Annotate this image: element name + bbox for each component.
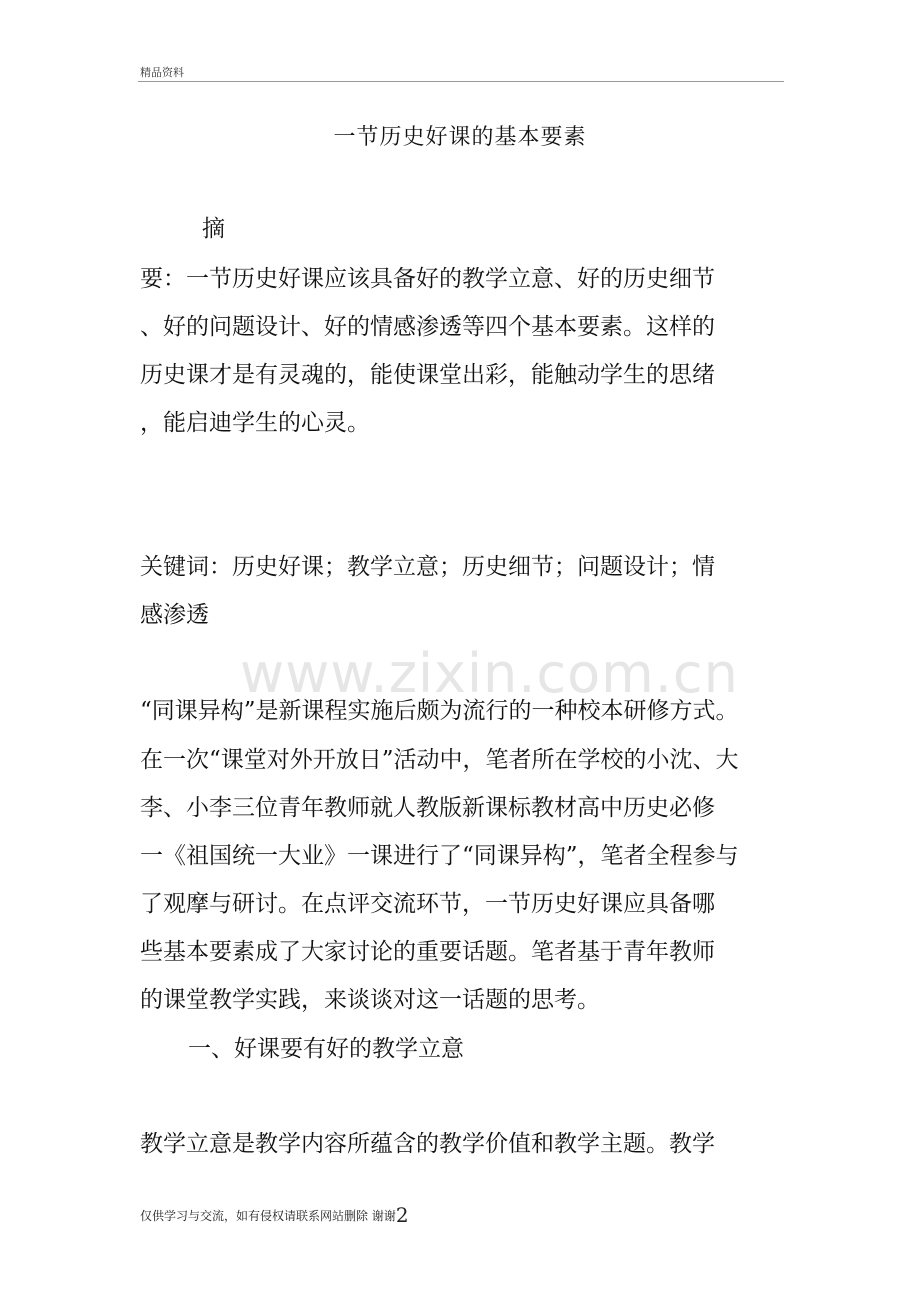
keywords-line: 关键词：历史好课；教学立意；历史细节；问题设计；情 <box>140 554 715 580</box>
header-label: 精品资料 <box>140 66 184 79</box>
keywords-line: 感渗透 <box>140 602 209 628</box>
intro-line: 一《祖国统一大业》一课进行了“同课异构”，笔者全程参与 <box>140 843 739 869</box>
header-rule <box>138 81 784 82</box>
intro-line: 了观摩与研讨。在点评交流环节，一节历史好课应具备哪 <box>140 891 715 917</box>
watermark: www.zixin.com.cn <box>240 642 739 705</box>
intro-line: 在一次“课堂对外开放日”活动中，笔者所在学校的小沈、大 <box>140 747 739 773</box>
abstract-line: 要：一节历史好课应该具备好的教学立意、好的历史细节 <box>140 266 715 292</box>
footer-text: 仅供学习与交流，如有侵权请联系网站删除 谢谢 <box>140 1209 396 1223</box>
section-heading: 一、好课要有好的教学立意 <box>188 1036 464 1062</box>
page-number: 2 <box>395 1203 409 1227</box>
intro-line: 的课堂教学实践，来谈谈对这一话题的思考。 <box>140 987 600 1013</box>
document-title: 一节历史好课的基本要素 <box>333 125 587 150</box>
abstract-line: 历史课才是有灵魂的，能使课堂出彩，能触动学生的思绪 <box>140 362 715 388</box>
footer <box>140 1203 409 1227</box>
intro-line: 些基本要素成了大家讨论的重要话题。笔者基于青年教师 <box>140 939 715 965</box>
abstract-label: 摘 <box>202 216 225 242</box>
intro-line: 李、小李三位青年教师就人教版新课标教材高中历史必修 <box>140 795 715 821</box>
section-body-line: 教学立意是教学内容所蕴含的教学价值和教学主题。教学 <box>140 1131 715 1157</box>
abstract-line: 、好的问题设计、好的情感渗透等四个基本要素。这样的 <box>140 314 715 340</box>
abstract-line: ，能启迪学生的心灵。 <box>140 410 370 436</box>
intro-line: “同课异构”是新课程实施后颇为流行的一种校本研修方式。 <box>140 698 739 724</box>
